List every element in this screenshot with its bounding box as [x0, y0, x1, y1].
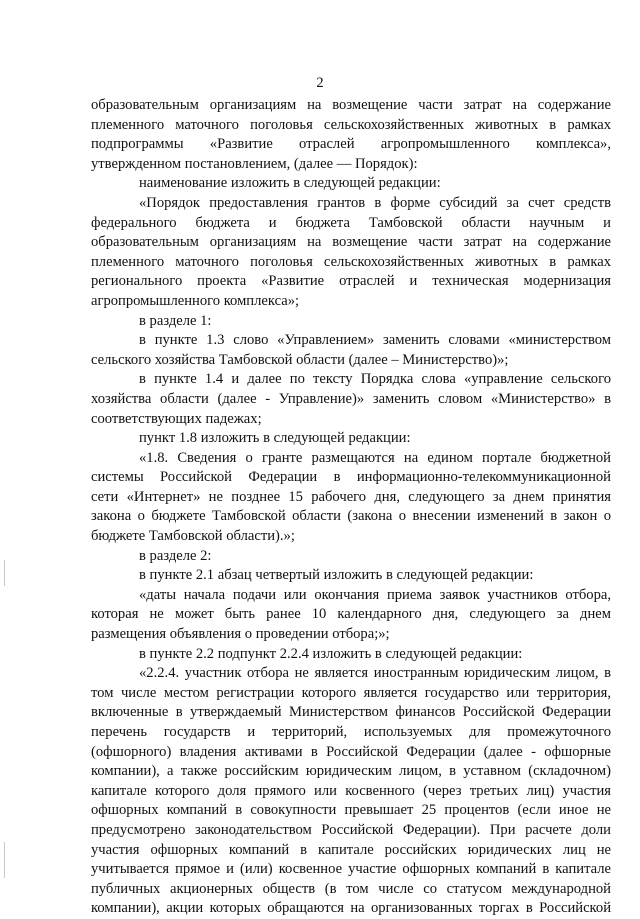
text-line: «Порядок предоставления грантов в форме субсидий за счет средств — [139, 194, 611, 211]
text-line: в пункте 2.1 абзац четвертый изложить в следующей редакции: — [139, 567, 534, 584]
text-line: размещения объявления о проведении отбора;»; — [91, 626, 390, 643]
text-line: в пункте 2.2 подпункт 2.2.4 изложить в следующей редакции: — [139, 645, 523, 662]
text-line: племенного маточного поголовья сельскохозяйственных животных в рамках — [91, 116, 611, 133]
text-line: предусмотрено законодательством Российской Федерации). При расчете доли — [91, 821, 611, 838]
text-line: сети «Интернет» не позднее 15 рабочего дня, следующего за днем принятия — [91, 488, 611, 505]
text-line: «1.8. Сведения о гранте размещаются на едином портале бюджетной — [139, 449, 611, 466]
text-line: публичных акционерных обществ (в том числе со статусом международной — [91, 880, 611, 897]
text-line: в разделе 1: — [139, 312, 212, 329]
text-line: компании), акции которых обращаются на организованных торгах в Российской — [91, 900, 611, 917]
text-line: капитале которого доля прямого или косвенного (через третьих лиц) участия — [91, 782, 611, 799]
text-line: регионального проекта «Развитие отраслей и техническая модернизация — [91, 273, 611, 290]
text-line: компании), а также российским юридическим лицом, в уставном (складочном) — [91, 763, 611, 780]
text-line: образовательным организациям на возмещение части затрат на содержание — [91, 97, 611, 113]
text-line: в пункте 1.3 слово «Управлением» заменить словами «министерством — [139, 332, 611, 349]
text-line: офшорных компаний в совокупности превышает 25 процентов (если иное не — [91, 802, 611, 819]
text-line: утвержденном постановлением, (далее — Порядок): — [91, 155, 418, 172]
text-line: том числе местом регистрации которого является государство или территория, — [91, 684, 611, 701]
scan-edge-mark — [4, 842, 5, 878]
text-line: включенные в утверждаемый Министерством финансов Российской Федерации — [91, 704, 611, 721]
text-line: федерального бюджета и бюджета Тамбовской области научным и — [91, 214, 611, 231]
scan-edge-mark — [4, 560, 5, 586]
text-line: хозяйства области (далее - Управление)» заменить словом «Министерство» в — [91, 390, 611, 407]
text-line: учитывается прямое и (или) косвенное участие офшорных компаний в капитале — [91, 861, 611, 878]
text-line: соответствующих падежах; — [91, 410, 262, 427]
text-line: перечень государств и территорий, используемых для промежуточного — [91, 724, 611, 740]
text-line: образовательным организациям на возмещение части затрат на содержание — [91, 234, 611, 251]
page-number: 2 — [316, 75, 324, 91]
text-line: системы Российской Федерации в информационно-телекоммуникационной — [91, 469, 611, 486]
text-line: подпрограммы «Развитие отраслей агропромышленного комплекса», — [91, 136, 611, 153]
text-line: агропромышленного комплекса»; — [91, 292, 300, 309]
text-line: племенного маточного поголовья сельскохозяйственных животных в рамках — [91, 253, 611, 270]
text-line: (офшорного) владения активами в Российской Федерации (далее - офшорные — [91, 743, 611, 760]
document-body — [91, 96, 611, 919]
text-line: «2.2.4. участник отбора не является иностранным юридическим лицом, в — [139, 665, 611, 682]
text-line: «даты начала подачи или окончания приема заявок участников отбора, — [139, 586, 611, 603]
text-line: в пункте 1.4 и далее по тексту Порядка слова «управление сельского — [139, 371, 611, 388]
text-line: участия офшорных компаний в капитале российских юридических лиц не — [91, 841, 611, 858]
text-line: которая не может быть ранее 10 календарного дня, следующего за днем — [91, 606, 611, 623]
text-line: в разделе 2: — [139, 547, 212, 564]
text-line: сельского хозяйства Тамбовской области (далее – Министерство)»; — [91, 351, 509, 368]
text-line: бюджете Тамбовской области).»; — [91, 528, 295, 545]
text-line: закона о бюджете Тамбовской области (закона о внесении изменений в закон о — [91, 508, 611, 525]
text-line: наименование изложить в следующей редакции: — [139, 175, 441, 192]
text-line: пункт 1.8 изложить в следующей редакции: — [139, 430, 411, 447]
